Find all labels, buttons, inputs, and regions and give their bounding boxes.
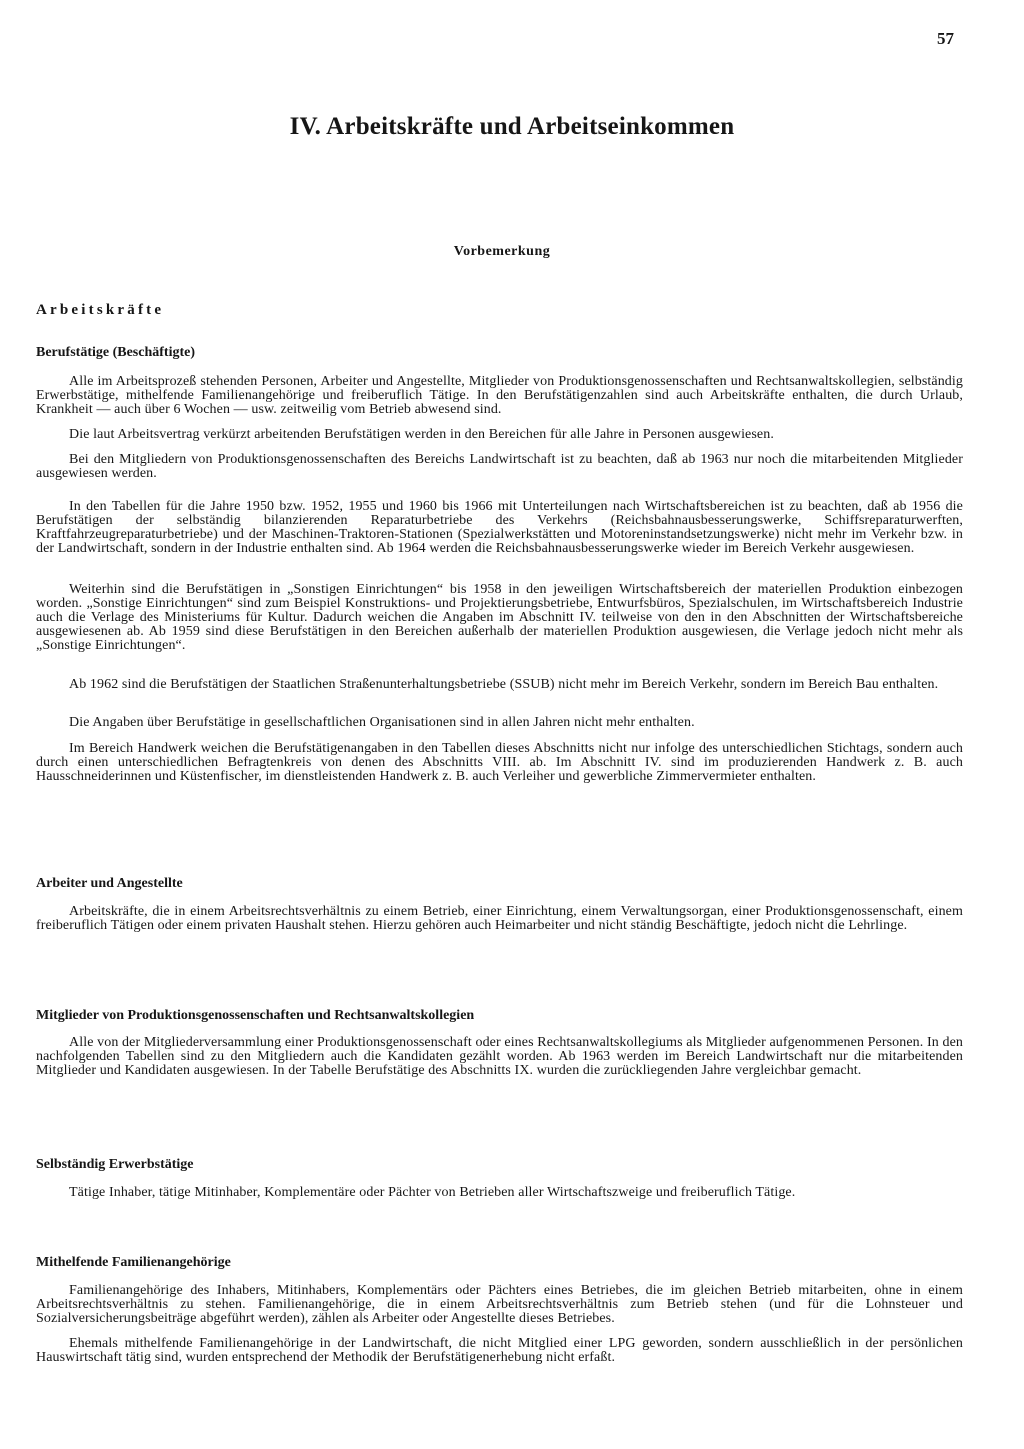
subheading-berufstaetige: Berufstätige (Beschäftigte) (36, 345, 196, 360)
paragraph: Ehemals mithelfende Familienangehörige in der Landwirtschaft, die nicht Mitglied einer LPG geworden, sondern ausschließlich in der persönlichen Hauswirtschaft tätig sind, wurden entsprechend der Methodik der Berufstätigenerhebung nicht erfaßt. (36, 1336, 963, 1365)
paragraph: Familienangehörige des Inhabers, Mitinhabers, Komplementärs oder Pächters eines Betriebes, die im gleichen Betrieb mitarbeiten, ohne in einem Arbeitsrechtsverhältnis zu stehen. Familienangehörige, die in einem Arbeitsrechtsverhältnis zum Betrieb stehen (und für die Lohnsteuer und Sozialversicherungsbeiträge abgeführt werden), zählen als Arbeiter oder Angestellte dieses Betriebes. (36, 1283, 963, 1326)
subheading-arbeiter-angestellte: Arbeiter und Angestellte (36, 876, 183, 891)
paragraph: Tätige Inhaber, tätige Mitinhaber, Komplementäre oder Pächter von Betrieben aller Wirtschaftszweige und freiberuflich Tätige. (69, 1185, 796, 1200)
chapter-title: IV. Arbeitskräfte und Arbeitseinkommen (289, 113, 735, 140)
paragraph: Ab 1962 sind die Berufstätigen der Staatlichen Straßenunterhaltungsbetriebe (SSUB) nicht mehr im Bereich Verkehr, sondern im Bereich Bau enthalten. (69, 677, 939, 692)
paragraph: Bei den Mitgliedern von Produktionsgenossenschaften des Bereichs Landwirtschaft ist zu beachten, daß ab 1963 nur noch die mitarbeitenden Mitglieder ausgewiesen werden. (36, 452, 963, 481)
paragraph: Alle im Arbeitsprozeß stehenden Personen, Arbeiter und Angestellte, Mitglieder von Produktionsgenossenschaften und Rechtsanwaltskollegien, selbständig Erwerbstätige, mithelfende Familienangehörige und freiberuflich Tätige. In den Berufstätigenzahlen sind auch Arbeitskräfte enthalten, die durch Urlaub, Krankheit — auch über 6 Wochen — usw. zeitweilig vom Betrieb abwesend sind. (36, 374, 963, 417)
paragraph: Die Angaben über Berufstätige in gesellschaftlichen Organisationen sind in allen Jahren nicht mehr enthalten. (69, 715, 695, 730)
paragraph: Arbeitskräfte, die in einem Arbeitsrechtsverhältnis zu einem Betrieb, einer Einrichtung, einem Verwaltungsorgan, einer Produktionsgenossenschaft, einem freiberuflich Tätigen oder einem privaten Haushalt stehen. Hierzu gehören auch Heimarbeiter und nicht ständig Beschäftigte, jedoch nicht die Lehrlinge. (36, 904, 963, 933)
paragraph: Weiterhin sind die Berufstätigen in „Sonstigen Einrichtungen“ bis 1958 in den jeweiligen Wirtschaftsbereich der materiellen Produktion einbezogen worden. „Sonstige Einrichtungen“ sind zum Beispiel Konstruktions- und Projektierungsbetriebe, Entwurfsbüros, Spezialschulen, im Wirtschaftsbereich Industrie auch die Verlage des Ministeriums für Kultur. Dadurch weichen die Angaben im Abschnitt IV. teilweise von den in den Abschnitten der Wirtschaftsbereiche ausgewiesenen ab. Ab 1959 sind diese Berufstätigen in den Bereichen außerhalb der materiellen Produktion ausgewiesen, die Verlage jedoch nicht mehr als „Sonstige Einrichtungen“. (36, 582, 963, 653)
paragraph: Alle von der Mitgliederversammlung einer Produktionsgenossenschaft oder eines Rechtsanwaltskollegiums als Mitglieder aufgenommenen Personen. In den nachfolgenden Tabellen sind zu den Mitgliedern auch die Kandidaten gezählt worden. Ab 1963 werden im Bereich Landwirtschaft nur die mitarbeitenden Mitglieder und Kandidaten ausgewiesen. In der Tabelle Berufstätige des Abschnitts IX. wurden die zurückliegenden Jahre vergleichbar gemacht. (36, 1035, 963, 1078)
paragraph: In den Tabellen für die Jahre 1950 bzw. 1952, 1955 und 1960 bis 1966 mit Unterteilungen nach Wirtschaftsbereichen ist zu beachten, daß ab 1956 die Berufstätigen der selbständig bilanzierenden Reparaturbetriebe des Verkehrs (Reichsbahnausbesserungswerke, Schiffsreparaturwerften, Kraftfahrzeugreparaturbetriebe) und der Maschinen-Traktoren-Stationen (Spezialwerkstätten und Motoreninstandsetzungswerke) nicht mehr im Verkehr bzw. in der Landwirtschaft, sondern in der Industrie enthalten sind. Ab 1964 werden die Reichsbahnausbesserungswerke wieder im Bereich Verkehr ausgewiesen. (36, 499, 963, 556)
page-number: 57 (937, 29, 954, 48)
section-heading: Arbeitskräfte (36, 302, 165, 318)
paragraph: Im Bereich Handwerk weichen die Berufstätigenangaben in den Tabellen dieses Abschnitts nicht nur infolge des unterschiedlichen Stichtags, sondern auch durch einen unterschiedlichen Befragtenkreis von denen des Abschnitts VIII. ab. Im Abschnitt IV. sind im produzierenden Handwerk z. B. auch Hausschneiderinnen und Küstenfischer, im dienstleistenden Handwerk z. B. auch Verleiher und gewerbliche Zimmervermieter enthalten. (36, 741, 963, 784)
subheading-mitglieder: Mitglieder von Produktionsgenossenschaften und Rechtsanwaltskollegien (36, 1008, 475, 1023)
subheading-mithelfende: Mithelfende Familienangehörige (36, 1255, 231, 1270)
subtitle: Vorbemerkung (453, 244, 551, 259)
paragraph: Die laut Arbeitsvertrag verkürzt arbeitenden Berufstätigen werden in den Bereichen für alle Jahre in Personen ausgewiesen. (69, 427, 774, 442)
subheading-selbstaendig: Selbständig Erwerbstätige (36, 1157, 194, 1172)
